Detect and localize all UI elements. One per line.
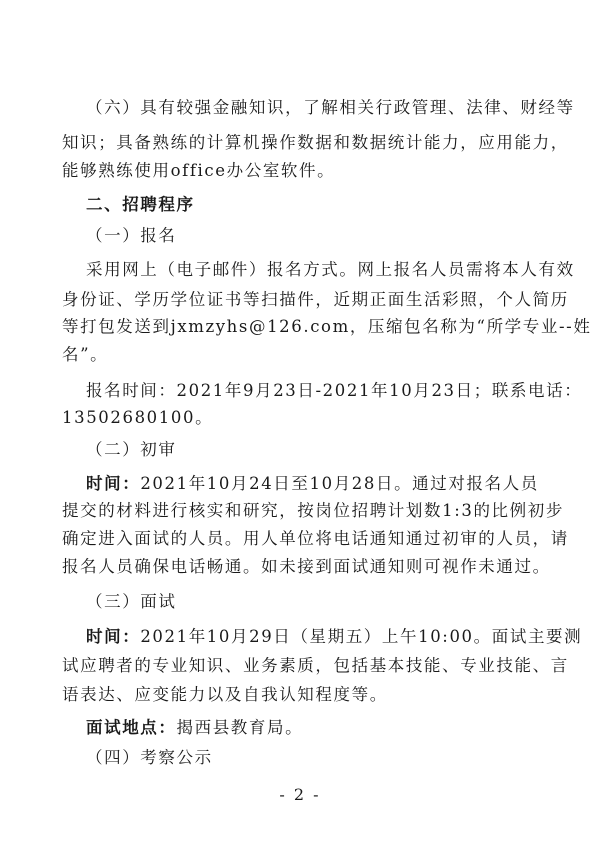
page-number: - 2 - — [279, 785, 321, 804]
interview-line-3: 语表达、应变能力以及自我认知程度等。 — [62, 685, 388, 704]
initial-review-heading: （二）初审 — [86, 440, 177, 459]
interview-time-text: 2021年10月29日（星期五）上午10:00。面试主要测 — [140, 627, 583, 646]
registration-line-2: 身份证、学历学位证书等扫描件，近期正面生活彩照，个人简历 — [62, 290, 569, 309]
qualification-6-line-3: 能够熟练使用office办公室软件。 — [62, 161, 336, 180]
interview-line-1 — [86, 626, 583, 648]
initial-review-time-label: 时间： — [86, 474, 141, 493]
registration-line-3: 等打包发送到jxmzyhs@126.com，压缩包名称为“所学专业--姓 — [62, 317, 592, 336]
initial-review-line-3: 确定进入面试的人员。用人单位将电话通知通过初审的人员，请 — [62, 529, 569, 548]
interview-time-label: 时间： — [86, 627, 141, 646]
interview-line-2: 试应聘者的专业知识、业务素质，包括基本技能、专业技能、言 — [62, 656, 569, 675]
qualification-6-line-1: （六）具有较强金融知识，了解相关行政管理、法律、财经等 — [86, 98, 575, 117]
registration-heading: （一）报名 — [86, 226, 177, 245]
registration-line-1: 采用网上（电子邮件）报名方式。网上报名人员需将本人有效 — [86, 260, 575, 279]
registration-time-line-1: 报名时间：2021年9月23日-2021年10月23日；联系电话： — [86, 381, 583, 400]
interview-location-text: 揭西县教育局。 — [176, 718, 304, 737]
registration-time-line-2: 13502680100。 — [62, 408, 214, 427]
initial-review-line-1 — [86, 473, 539, 495]
section-heading-recruitment-procedure: 二、招聘程序 — [86, 195, 195, 214]
registration-line-4: 名”。 — [62, 345, 109, 364]
initial-review-line-4: 报名人员确保电话畅通。如未接到面试通知则可视作未通过。 — [62, 557, 551, 576]
interview-heading: （三）面试 — [86, 592, 177, 611]
initial-review-line-2: 提交的材料进行核实和研究，按岗位招聘计划数1:3的比例初步 — [62, 501, 564, 520]
inspection-heading: （四）考察公示 — [86, 748, 213, 767]
initial-review-time-text: 2021年10月24日至10月28日。通过对报名人员 — [140, 474, 539, 493]
interview-location-label: 面试地点： — [86, 718, 177, 737]
interview-location-line — [86, 717, 526, 739]
qualification-6-line-2: 知识；具备熟练的计算机操作数据和数据统计能力，应用能力， — [62, 133, 569, 152]
